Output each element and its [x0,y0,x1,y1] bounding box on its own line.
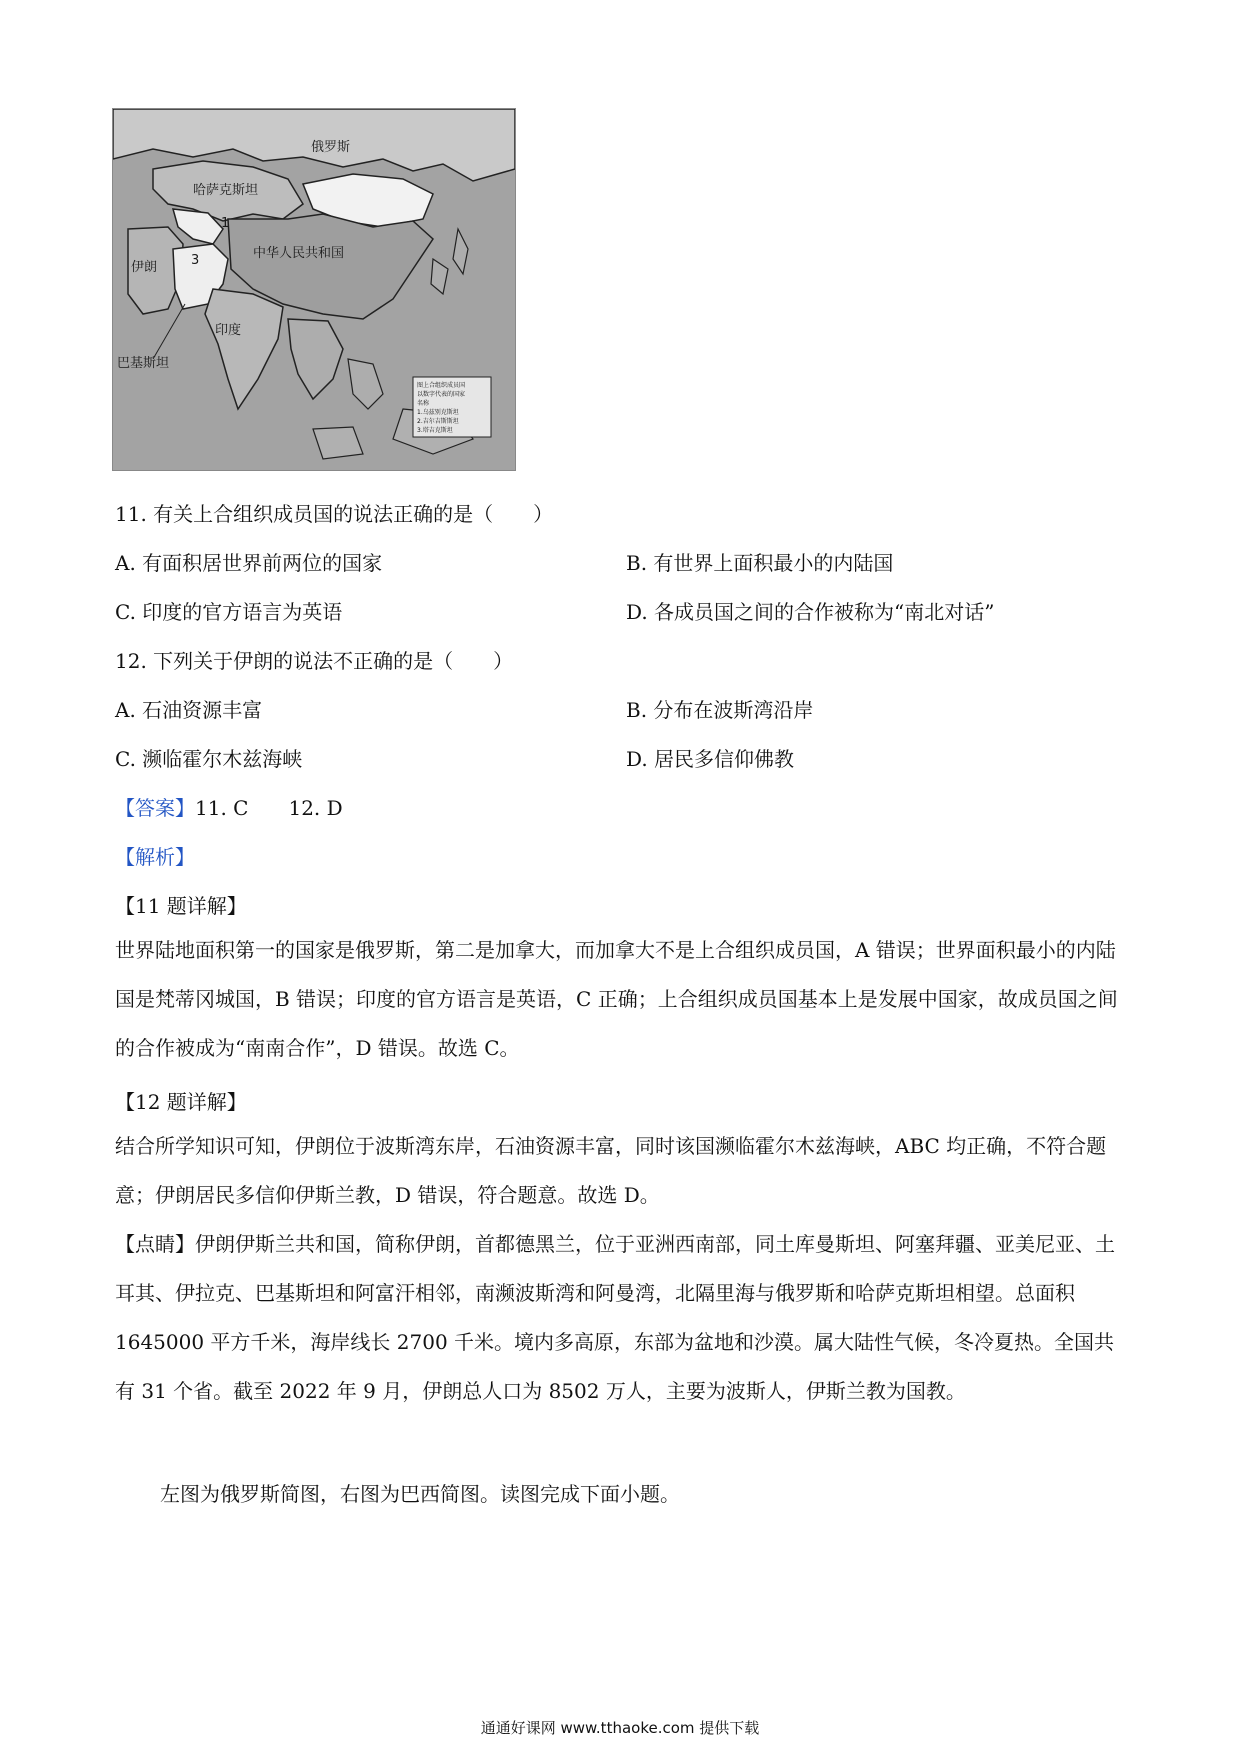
point-paragraph [115,1220,1125,1416]
q12-stem: 12. 下列关于伊朗的说法不正确的是（ ） [115,649,514,673]
point-text: 伊朗伊斯兰共和国，简称伊朗，首都德黑兰，位于亚洲西南部，同土库曼斯坦、阿塞拜疆、亚美尼亚、土耳其、伊拉克、巴基斯坦和阿富汗相邻，南濒波斯湾和阿曼湾，北隔里海与俄罗斯和哈萨克斯坦相望。总面积 1645000 平方千米，海岸线长 2700 千米。境内多高原，东部为盆地和沙漠。属大陆性气候，冬冷夏热。全国共有 31 个省。截至 2022 年 9 月，伊朗总人口为 8502 万人，主要为波斯人，伊斯兰教为国教。 [115,1232,1115,1403]
label-russia: 俄罗斯 [311,140,351,155]
page-footer: 通通好课网 www.tthaoke.com 提供下载 [480,1719,760,1737]
legend-line-2: 以数字代表的国家 [417,391,466,398]
asia-map-figure [112,108,516,471]
label-china: 中华人民共和国 [253,246,345,261]
legend-line-4: 1.乌兹别克斯坦 [417,409,459,416]
q12-option-d: D. 居民多信仰佛教 [626,747,795,771]
label-number-1: 1 [221,216,230,231]
label-pakistan: 巴基斯坦 [117,356,170,371]
q12-detail-text: 结合所学知识可知，伊朗位于波斯湾东岸，石油资源丰富，同时该国濒临霍尔木兹海峡，ABC 均正确，不符合题意；伊朗居民多信仰伊斯兰教，D 错误，符合题意。故选 D。 [115,1134,1107,1207]
q11-detail-heading: 【11 题详解】 [115,894,247,918]
asia-map-svg [113,109,515,470]
q11-option-d: D. 各成员国之间的合作被称为“南北对话” [626,600,995,624]
q11-option-b: B. 有世界上面积最小的内陆国 [626,551,894,575]
analysis-tag: 【解析】 [115,845,195,869]
q12-option-c: C. 濒临霍尔木兹海峡 [115,747,303,771]
q12-option-b: B. 分布在波斯湾沿岸 [626,698,814,722]
answer-tag: 【答案】 [115,796,195,820]
legend-line-1: 图上合组织成员国 [417,382,466,389]
q11-option-c: C. 印度的官方语言为英语 [115,600,343,624]
label-india: 印度 [215,323,242,338]
answer-12: 12. D [288,796,343,820]
q12-detail-heading: 【12 题详解】 [115,1090,247,1114]
legend-line-6: 3.塔吉克斯坦 [417,427,453,434]
legend-line-3: 名称 [417,400,430,407]
legend-line-5: 2.吉尔吉斯斯坦 [417,418,459,425]
label-number-3: 3 [191,253,200,268]
q11-detail-text: 世界陆地面积第一的国家是俄罗斯，第二是加拿大，而加拿大不是上合组织成员国，A 错误；世界面积最小的内陆国是梵蒂冈城国，B 错误；印度的官方语言是英语，C 正确；上合组织成员国基本上是发展中国家，故成员国之间的合作被成为“南南合作”，D 错误。故选 C。 [115,938,1118,1060]
q12-option-a: A. 石油资源丰富 [115,698,263,722]
label-iran: 伊朗 [131,260,158,275]
answer-line [115,794,343,822]
q11-option-a: A. 有面积居世界前两位的国家 [115,551,383,575]
point-tag: 【点睛】 [115,1232,195,1256]
next-question-intro: 左图为俄罗斯简图，右图为巴西简图。读图完成下面小题。 [160,1482,680,1506]
answer-11: 11. C [195,796,249,820]
q11-stem: 11. 有关上合组织成员国的说法正确的是（ ） [115,502,554,526]
label-kazakhstan: 哈萨克斯坦 [193,183,259,198]
